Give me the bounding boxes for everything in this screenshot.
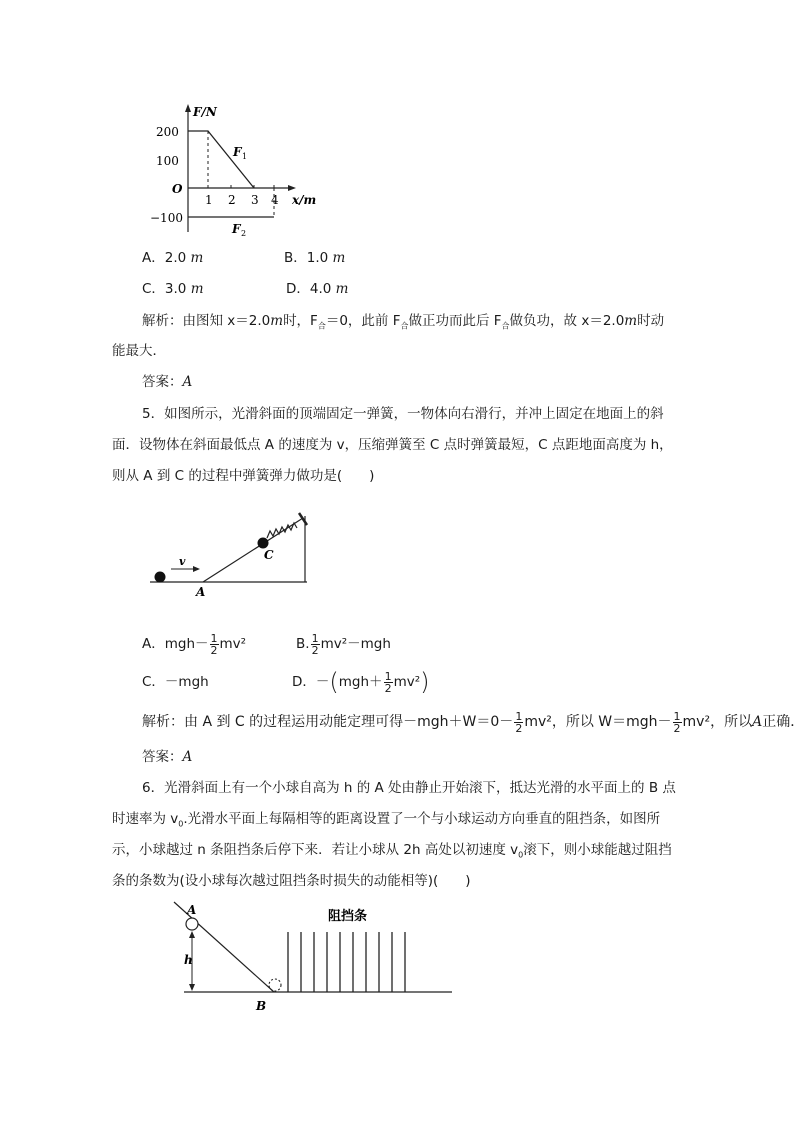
y-tick-100: 100 bbox=[156, 154, 179, 168]
denominator: 2 bbox=[384, 681, 392, 695]
q4-option-c-text: C．3.0 bbox=[142, 281, 187, 297]
q5-option-a[interactable] bbox=[142, 624, 246, 664]
fraction-half bbox=[311, 633, 320, 656]
answer-value: A bbox=[182, 749, 193, 765]
q6-stem-line2 bbox=[112, 810, 660, 834]
origin-label: O bbox=[172, 182, 183, 196]
fraction-half bbox=[384, 671, 393, 694]
numerator: 1 bbox=[210, 631, 218, 645]
text: .光滑水平面上每隔相等的距离设置了一个与小球运动方向垂直的阻挡条，如图所 bbox=[183, 811, 661, 827]
q5-stem-line1: 5．如图所示，光滑斜面的顶端固定一弹簧，一物体向右滑行，并冲上固定在地面上的斜 bbox=[142, 406, 664, 422]
y-tick-200: 200 bbox=[156, 125, 179, 139]
q4-option-b[interactable] bbox=[284, 249, 345, 267]
numerator: 1 bbox=[311, 631, 319, 645]
subscript: 合 bbox=[400, 321, 409, 331]
barrier-bars bbox=[288, 932, 405, 992]
y-tick-neg100: −100 bbox=[150, 211, 183, 225]
fraction-half bbox=[514, 711, 523, 734]
text: 时速率为 v bbox=[112, 811, 179, 827]
text: mv²，所以 bbox=[682, 714, 753, 730]
option-text: mv² bbox=[219, 636, 247, 652]
fraction-half bbox=[210, 633, 219, 656]
q6-stem-line4: 条的条数为(设小球每次越过阻挡条时损失的动能相等)( ) bbox=[112, 873, 471, 889]
unit: m bbox=[270, 313, 284, 329]
velocity-label: v bbox=[179, 555, 186, 568]
force-displacement-graph bbox=[140, 100, 340, 240]
height-label: h bbox=[184, 953, 193, 967]
ball-at-b bbox=[269, 979, 281, 991]
answer-value: A bbox=[182, 374, 193, 390]
denominator: 2 bbox=[515, 721, 523, 735]
barrier-figure bbox=[170, 898, 460, 1016]
q5-stem-line2: 面．设物体在斜面最低点 A 的速度为 v，压缩弹簧至 C 点时弹簧最短，C 点距地面高度为 h， bbox=[112, 437, 673, 453]
q4-answer bbox=[142, 373, 192, 391]
ball-on-ground bbox=[155, 572, 166, 583]
answer-label: 答案： bbox=[142, 749, 183, 765]
answer-label: 答案： bbox=[142, 374, 183, 390]
denominator: 2 bbox=[673, 721, 681, 735]
q6-stem-line3 bbox=[112, 841, 672, 865]
text: 解析：由 A 到 C 的过程运用动能定理可得－mgh＋W＝0－ bbox=[142, 714, 514, 730]
option-text: B. bbox=[296, 636, 310, 652]
unit: m bbox=[190, 281, 204, 297]
text: 做负功，故 x＝2.0 bbox=[509, 313, 625, 329]
q5-stem-line3: 则从 A 到 C 的过程中弹簧弹力做功是( ) bbox=[112, 468, 375, 484]
q4-option-d[interactable] bbox=[286, 280, 348, 298]
x-tick-4: 4 bbox=[271, 193, 279, 207]
paren-close: ) bbox=[420, 668, 430, 696]
spring bbox=[267, 523, 297, 538]
x-axis-label: x/m bbox=[292, 193, 317, 207]
q5-option-d[interactable] bbox=[292, 662, 430, 702]
option-text: mv² bbox=[393, 674, 421, 690]
option-text: mv²－mgh bbox=[320, 636, 391, 652]
numerator: 1 bbox=[384, 669, 392, 683]
point-b-label: B bbox=[256, 999, 267, 1013]
x-tick-2: 2 bbox=[228, 193, 236, 207]
option-text: D．－ bbox=[292, 674, 330, 690]
q4-analysis-line1 bbox=[142, 312, 664, 336]
q5-option-b[interactable] bbox=[296, 624, 391, 664]
text: 示，小球越过 n 条阻挡条后停下来．若让小球从 2h 高处以初速度 v bbox=[112, 842, 519, 858]
numerator: 1 bbox=[673, 709, 681, 723]
denominator: 2 bbox=[210, 643, 218, 657]
text: 滚下，则小球能越过阻挡 bbox=[523, 842, 672, 858]
q5-analysis bbox=[142, 702, 804, 742]
subscript: 合 bbox=[501, 321, 510, 331]
x-tick-1: 1 bbox=[205, 193, 213, 207]
text: ＝0，此前 F bbox=[325, 313, 401, 329]
incline-spring-figure bbox=[145, 500, 320, 600]
unit: m bbox=[190, 250, 204, 266]
q4-option-d-text: D．4.0 bbox=[286, 281, 332, 297]
unit: m bbox=[332, 250, 346, 266]
text: 时，F bbox=[283, 313, 318, 329]
q5-answer bbox=[142, 748, 192, 766]
ball-at-c bbox=[258, 538, 269, 549]
q4-analysis-line2: 能最大． bbox=[112, 343, 166, 359]
barrier-title: 阻挡条 bbox=[328, 909, 368, 924]
f1-label: F bbox=[233, 145, 242, 159]
point-a-label: A bbox=[187, 903, 197, 917]
text: 时动 bbox=[637, 313, 665, 329]
text: mv²，所以 W＝mgh－ bbox=[524, 714, 672, 730]
f2-subscript: 2 bbox=[241, 229, 247, 238]
y-axis-label: F/N bbox=[193, 105, 217, 119]
subscript: 0 bbox=[178, 819, 184, 829]
subscript: 合 bbox=[317, 321, 326, 331]
text: 做正功而此后 F bbox=[408, 313, 502, 329]
text: 解析：由图知 x＝2.0 bbox=[142, 313, 271, 329]
q5-option-c[interactable]: C．－mgh bbox=[142, 674, 209, 690]
denominator: 2 bbox=[311, 643, 319, 657]
q4-option-c[interactable] bbox=[142, 280, 204, 298]
q4-option-b-text: B．1.0 bbox=[284, 250, 329, 266]
text: A bbox=[752, 714, 763, 730]
numerator: 1 bbox=[515, 709, 523, 723]
q6-stem-line1: 6．光滑斜面上有一个小球自高为 h 的 A 处由静止开始滚下，抵达光滑的水平面上的 B 点 bbox=[142, 780, 676, 796]
text: 正确． bbox=[762, 714, 804, 730]
option-text: mgh＋ bbox=[338, 674, 383, 690]
unit: m bbox=[624, 313, 638, 329]
f1-subscript: 1 bbox=[242, 152, 248, 161]
subscript: 0 bbox=[518, 850, 524, 860]
point-c-label: C bbox=[264, 548, 274, 562]
unit: m bbox=[335, 281, 349, 297]
q4-option-a-text: A．2.0 bbox=[142, 250, 187, 266]
fraction-half bbox=[673, 711, 682, 734]
point-a-label: A bbox=[196, 585, 206, 599]
q4-option-a[interactable] bbox=[142, 249, 203, 267]
option-text: A．mgh－ bbox=[142, 636, 209, 652]
x-tick-3: 3 bbox=[251, 193, 259, 207]
f2-label: F bbox=[232, 222, 241, 236]
paren-open: ( bbox=[329, 668, 339, 696]
ball-at-a bbox=[186, 918, 198, 930]
